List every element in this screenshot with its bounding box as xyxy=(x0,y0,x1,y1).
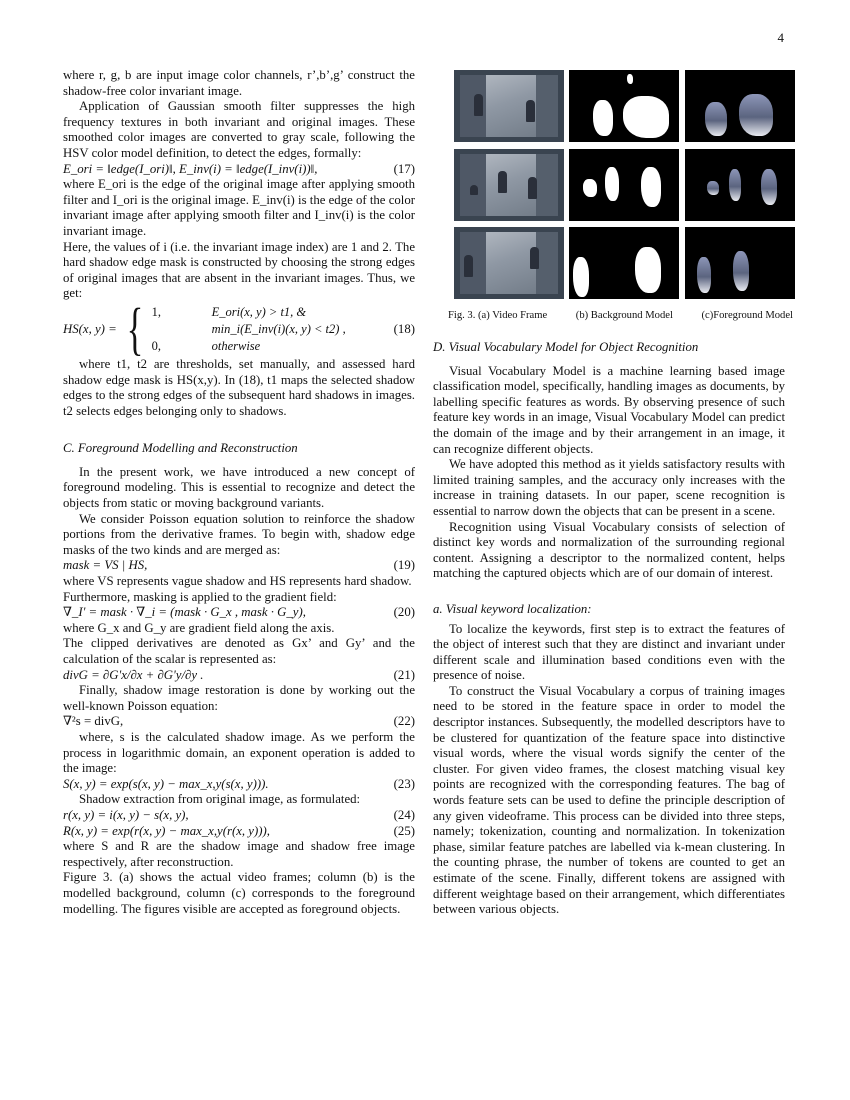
figure-3-caption xyxy=(448,310,793,321)
paragraph-gaussian: Application of Gaussian smooth filter suppresses the high frequency textures in both invariant and original images. These smoothed color images are converted to gray scale, following the HSV color model definition, to detect the edges, formally: xyxy=(63,99,415,160)
paragraph-d2: We have adopted this method as it yields satisfactory results with limited training samples, and the accuracy only increases with the increase in training datasets. In our paper, scene recognition is essential to narrow down the objects that can be present in a scene. xyxy=(433,457,785,518)
equation-20 xyxy=(63,605,415,621)
section-heading-c: C. Foreground Modelling and Reconstruction xyxy=(63,441,298,456)
case-3-value: 0, xyxy=(151,338,161,353)
equation-19-number: (19) xyxy=(393,558,415,573)
subsection-heading-a: a. Visual keyword localization: xyxy=(433,601,592,616)
equation-17-number: (17) xyxy=(393,161,415,176)
equation-25-body: R(x, y) = exp(r(x, y) − max_x,y(r(x, y))), xyxy=(63,823,270,838)
equation-17 xyxy=(63,162,415,178)
caption-video-frame: Fig. 3. (a) Video Frame xyxy=(448,310,548,321)
equation-18 xyxy=(63,296,415,362)
video-frame-image xyxy=(454,70,564,142)
equation-22 xyxy=(63,714,415,730)
equation-24-number: (24) xyxy=(393,807,415,822)
paragraph-d1: Visual Vocabulary Model is a machine learning based image classification model, specifically, handling images as documents, by labelling specific features as words. By observing presence of such feature key words in an image, Visual Vocabulary Model can predict the domain of the image and by their arrangement in an image, it can recognize different objects. xyxy=(433,363,785,456)
case-3-condition: otherwise xyxy=(211,338,261,353)
right-column xyxy=(433,340,785,918)
video-frame-image xyxy=(454,227,564,299)
background-model-image xyxy=(569,70,679,142)
section-heading-d: D. Visual Vocabulary Model for Object Recognition xyxy=(433,340,699,354)
paragraph-a1: To localize the keywords, first step is to extract the features of the object of interest such that they are distinct and invariant under different scale and illumination based conditions even with the presence of noise. xyxy=(433,621,785,683)
paragraph-where-19: where VS represents vague shadow and HS represents hard shadow. xyxy=(63,574,412,589)
equation-22-number: (22) xyxy=(393,714,415,729)
paragraph-where-18: where t1, t2 are thresholds, set manually, and assessed hard shadow edge mask is HS(x,y). In (18), t1 maps the selected shadow edges to the strong edges of the subsequent hard shadows in images. t2 selects edges belonging only to shadows. xyxy=(63,356,415,418)
page-number: 4 xyxy=(777,30,784,45)
paragraph-here: Here, the values of i (i.e. the invariant image index) are 1 and 2. The hard shadow edge mask is constructed by choosing the strong edges of original images that are absent in the invariant images. Thus, we get: xyxy=(63,239,415,301)
equation-21-number: (21) xyxy=(393,667,415,682)
case-1-value: 1, xyxy=(151,304,161,319)
equation-19-body: mask = VS | HS, xyxy=(63,558,148,573)
paragraph-d3: Recognition using Visual Vocabulary consists of selection of distinct key words and normalization of the surrounding regional content. Assigning a descriptor to the normalized content, helps matching the captured objects which are of our domain of interest. xyxy=(433,519,785,581)
equation-25 xyxy=(63,824,415,840)
paragraph-figure-3: Figure 3. (a) shows the actual video frames; column (b) is the modelled background, column (c) corresponds to the foreground modelling. The figures visible are accepted as foreground objects. xyxy=(63,870,415,916)
equation-25-number: (25) xyxy=(393,823,415,838)
case-1-condition: E_ori(x, y) > t1, & xyxy=(211,304,307,319)
foreground-model-image xyxy=(685,70,795,142)
equation-23 xyxy=(63,777,415,793)
equation-23-body: S(x, y) = exp(s(x, y) − max_x,y(s(x, y))). xyxy=(63,776,269,791)
paragraph-shadow-extraction: Shadow extraction from original image, as formulated: xyxy=(79,792,361,807)
equation-17-body: E_ori = ‖edge(I_ori)‖, E_inv(i) = ‖edge(I_inv(i))‖, xyxy=(63,161,318,176)
equation-20-number: (20) xyxy=(393,605,415,620)
paragraph-where-22: where, s is the calculated shadow image. As we perform the process in logarithmic domain, an exponent operation is added to the image: xyxy=(63,729,415,776)
equation-24 xyxy=(63,808,415,824)
paragraph-finally: Finally, shadow image restoration is done by working out the well-known Poisson equation: xyxy=(63,683,415,713)
equation-19 xyxy=(63,558,415,574)
paragraph-where-25: where S and R are the shadow image and shadow free image respectively, after reconstruction. xyxy=(63,839,415,869)
paragraph-c2: We consider Poisson equation solution to reinforce the shadow portions from the derivative frames. To begin with, shadow edge masks of the two kinds and are merged as: xyxy=(63,511,415,557)
left-column xyxy=(63,68,415,917)
equation-23-number: (23) xyxy=(393,776,415,791)
case-2-condition: min_i(E_inv(i)(x, y) < t2) , xyxy=(211,321,346,336)
equation-20-body: ∇_I' = mask · ∇_i = (mask · G_x , mask · G_y), xyxy=(63,605,306,620)
paragraph-c1: In the present work, we have introduced a new concept of foreground modeling. This is essential to recognize and detect the objects from static or moving background variants. xyxy=(63,464,415,511)
paragraph-where-17: where E_ori is the edge of the original image after applying smooth filter and I_ori is the original image. E_inv(i) is the edge of the color invariant image after applying smooth filter and I_inv(i) is the color invariant image. xyxy=(63,177,415,238)
foreground-model-image xyxy=(685,227,795,299)
equation-18-cases xyxy=(152,304,346,355)
left-brace-symbol: { xyxy=(126,296,144,362)
caption-background-model: (b) Background Model xyxy=(575,310,673,321)
foreground-model-image xyxy=(685,149,795,221)
paragraph-a2: To construct the Visual Vocabulary a corpus of training images need to be stored in the feature space in order to model the descriptor instances. Subsequently, the modelled descriptors have to be clustered for quantization of the feature space into distinctive visual words, where the visual words signify the center of the cluster. For given video frames, the closest matching visual key points are recognized with the corresponding features. The bag of words feature sets can be used to define the principle description of any given videoframe. This process can be divided into three steps, namely; tokenization, counting and normalization. In tokenization phase, similar feature patches are labelled via k-mean clustering. In the counting phrase, the number of tokens are counted to get an estimate of the scene. Finally, different tokens are assigned with different weightage based on their arrangement, which differentiates between various objects. xyxy=(433,683,785,917)
background-model-image xyxy=(569,149,679,221)
equation-21-body: divG = ∂G'x/∂x + ∂G'y/∂y . xyxy=(63,667,204,682)
caption-foreground-model: (c)Foreground Model xyxy=(701,310,793,321)
paragraph-furthermore: Furthermore, masking is applied to the gradient field: xyxy=(63,589,337,604)
paragraph-clipped: The clipped derivatives are denoted as Gx’ and Gy’ and the calculation of the scalar is represented as: xyxy=(63,636,415,666)
equation-21 xyxy=(63,668,415,684)
paragraph-intro: where r, g, b are input image color channels, r’,b’,g’ construct the shadow-free color invariant image. xyxy=(63,68,415,98)
equation-24-body: r(x, y) = i(x, y) − s(x, y), xyxy=(63,807,189,822)
equation-18-number: (18) xyxy=(393,321,415,336)
background-model-image xyxy=(569,227,679,299)
paragraph-where-20: where G_x and G_y are gradient field along the axis. xyxy=(63,620,335,635)
figure-3 xyxy=(450,69,790,302)
video-frame-image xyxy=(454,149,564,221)
equation-22-body: ∇²s = divG, xyxy=(63,714,124,729)
equation-18-lhs: HS(x, y) = xyxy=(63,321,117,336)
